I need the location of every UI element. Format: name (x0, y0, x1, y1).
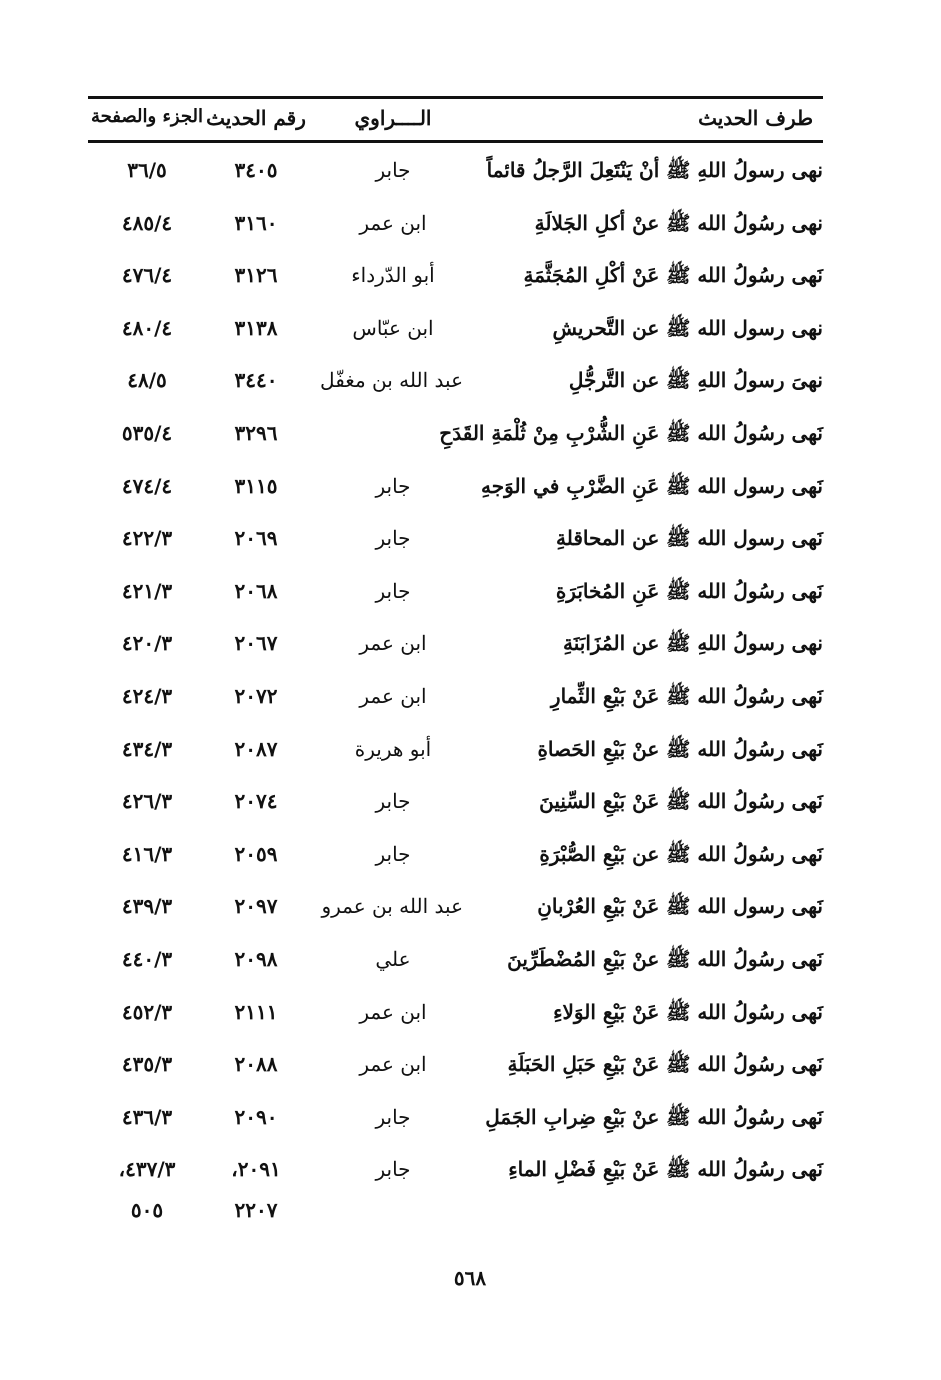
narrator: جابر (375, 789, 411, 814)
hadith-text: نَهى رسُولُ الله ﷺ عنْ بَيْعِ ضِرابِ الجَمَلِ (485, 1104, 823, 1129)
table-row (88, 777, 833, 830)
header-hadith-text: طرف الحديث (698, 106, 813, 130)
volume-page: ٣٦/٥ (127, 158, 167, 182)
page-number: ٥٦٨ (453, 1266, 487, 1290)
hadith-number: ٢٠٨٧ (234, 736, 278, 761)
hadith-text: نهى رسولُ اللهِ ﷺ عن المُزَابَنَةِ (563, 631, 823, 656)
hadith-text: نَهى رسُولُ الله ﷺ عَنْ أكْلِ المُجَثَّمَةِ (523, 263, 823, 288)
table-row (88, 988, 833, 1041)
volume-page: ٤٣٦/٣ (121, 1104, 173, 1129)
volume-page: ٤٢٦/٣ (121, 789, 173, 814)
hadith-text: نهى رسُولُ الله ﷺ عنْ أكلِ الجَلالَةِ (534, 210, 823, 235)
hadith-text: نَهى رسول الله ﷺ عن المحاقلةِ (556, 526, 823, 551)
volume-page: ٥٣٥/٤ (121, 420, 173, 445)
volume-page: ٤١٦/٣ (121, 841, 173, 866)
table-row-continuation (88, 1198, 833, 1238)
narrator: جابر (375, 578, 411, 603)
volume-page: ٤٤٠/٣ (121, 946, 173, 971)
narrator: جابر (375, 158, 411, 182)
narrator: ابن عمر (359, 210, 427, 235)
table-row (88, 725, 833, 778)
hadith-number: ٢٠٧٤ (234, 789, 278, 814)
narrator: ابن عمر (359, 631, 427, 656)
hadith-number: ٣٢٩٦ (234, 420, 278, 445)
narrator: عبد الله بن عمرو (321, 894, 463, 919)
table-row (88, 830, 833, 883)
header-narrator: الــــراوي (354, 106, 432, 130)
hadith-text: نهى رسولُ اللهِ ﷺ أنْ يَنْتَعِلَ الرَّجلُ قائماً (486, 158, 823, 182)
narrator: أبو هريرة (354, 736, 432, 761)
volume-page: ٤٢٤/٣ (121, 683, 173, 708)
hadith-number: ٣١٣٨ (234, 315, 278, 340)
table-row (88, 935, 833, 988)
table-header (88, 96, 823, 138)
table-row (88, 1093, 833, 1146)
table-row (88, 1145, 833, 1198)
volume-page: ٤٨٠/٤ (121, 315, 173, 340)
hadith-number: ٣١١٥ (234, 473, 278, 498)
hadith-number: ٢١١١ (234, 999, 278, 1024)
table-row (88, 619, 833, 672)
table-body (88, 146, 833, 1238)
hadith-number: ٢٠٦٨ (234, 578, 278, 603)
volume-page: ٤٨/٥ (127, 368, 167, 393)
table-row (88, 356, 833, 409)
hadith-number: ٢٠٩٨ (234, 946, 278, 971)
narrator: جابر (375, 473, 411, 498)
hadith-number: ٢٠٥٩ (234, 841, 278, 866)
table-row (88, 304, 833, 357)
narrator: جابر (375, 1157, 411, 1182)
hadith-number: ٢٠٩١، (231, 1157, 281, 1182)
hadith-text: نَهى رسُولُ الله ﷺ عنْ بَيْعِ المُضْطَرِّينَ (507, 946, 823, 971)
hadith-text: نَهى رسُولُ الله ﷺ عَنْ بَيْعِ السِّنِينَ (539, 789, 823, 814)
hadith-number: ٢٠٦٧ (234, 631, 278, 656)
hadith-number: ٢٠٨٨ (234, 1052, 278, 1077)
hadith-text: نَهى رسُولُ الله ﷺ عَنْ بَيْعِ فَضْلِ الماءِ (508, 1157, 823, 1182)
table-row (88, 567, 833, 620)
narrator: ابن عمر (359, 999, 427, 1024)
header-volume-page: الجزء والصفحة (91, 106, 203, 127)
hadith-number: ٢٢٠٧ (234, 1197, 278, 1222)
volume-page: ٤٢٠/٣ (121, 631, 173, 656)
hadith-text: نَهى رسُولُ الله ﷺ عَنْ بَيْعِ حَبَلِ الحَبَلَةِ (507, 1052, 823, 1077)
hadith-number: ٣١٦٠ (234, 210, 278, 235)
volume-page: ٤٧٤/٤ (121, 473, 173, 498)
hadith-text: نَهى رسُولُ الله ﷺ عَنِ المُخابَرَةِ (555, 578, 823, 603)
volume-page: ٤٣٧/٣، (118, 1157, 176, 1182)
hadith-number: ٢٠٧٢ (234, 683, 278, 708)
narrator: أبو الدّرداء (351, 263, 435, 288)
hadith-number: ٢٠٩٠ (234, 1104, 278, 1129)
hadith-number: ٢٠٩٧ (234, 894, 278, 919)
volume-page: ٤٧٦/٤ (121, 263, 173, 288)
hadith-number: ٢٠٦٩ (234, 526, 278, 551)
volume-page: ٤٥٢/٣ (121, 999, 173, 1024)
narrator: جابر (375, 1104, 411, 1129)
table-row (88, 251, 833, 304)
narrator: ابن عبّاس (352, 315, 434, 340)
table-row (88, 409, 833, 462)
header-rule (88, 140, 823, 143)
hadith-text: نهىَ رسولُ اللهِ ﷺ عن التَّرجُّلِ (568, 368, 823, 393)
hadith-text: نَهى رسول الله ﷺ عَنِ الضَّرْبِ في الوَجهِ (481, 473, 823, 498)
table-row (88, 146, 833, 199)
hadith-text: نَهى رسُولُ الله ﷺ عنْ بَيْعِ الحَصاةِ (537, 736, 823, 761)
hadith-number: ٣٤٤٠ (234, 368, 278, 393)
table-row (88, 199, 833, 252)
hadith-text: نَهى رسُولُ الله ﷺ عَنِ الشُّرْبِ مِنْ ثُلْمَةِ القَدَحِ (439, 420, 823, 445)
narrator: عبد الله بن مغفّل (320, 368, 463, 393)
volume-page: ٤٣٤/٣ (121, 736, 173, 761)
table-row (88, 514, 833, 567)
volume-page: ٤٢١/٣ (121, 578, 173, 603)
hadith-text: نَهى رسُولُ الله ﷺ عن بَيْعِ الصُّبْرَةِ (539, 841, 823, 866)
hadith-number: ٣١٢٦ (234, 263, 278, 288)
header-hadith-number: رقم الحديث (206, 106, 306, 130)
narrator: ابن عمر (359, 1052, 427, 1077)
table-row (88, 1040, 833, 1093)
narrator: ابن عمر (359, 683, 427, 708)
volume-page: ٥٠٥ (130, 1197, 164, 1222)
narrator: علي (375, 946, 411, 971)
volume-page: ٤٨٥/٤ (121, 210, 173, 235)
table-row (88, 882, 833, 935)
volume-page: ٤٣٥/٣ (121, 1052, 173, 1077)
hadith-text: نَهى رسُولُ الله ﷺ عَنْ بَيْعِ الثِّمارِ (550, 683, 823, 708)
table-row (88, 672, 833, 725)
hadith-text: نهى رسول الله ﷺ عن التَّحريشِ (552, 315, 823, 340)
narrator: جابر (375, 841, 411, 866)
hadith-text: نَهى رسول الله ﷺ عَنْ بَيْعِ العُرْبانِ (537, 894, 823, 919)
volume-page: ٤٣٩/٣ (121, 894, 173, 919)
hadith-number: ٣٤٠٥ (234, 158, 278, 182)
table-row (88, 462, 833, 515)
narrator: جابر (375, 526, 411, 551)
volume-page: ٤٢٢/٣ (121, 526, 173, 551)
hadith-text: نَهى رسُولُ الله ﷺ عَنْ بَيْعِ الوَلاءِ (553, 999, 823, 1024)
